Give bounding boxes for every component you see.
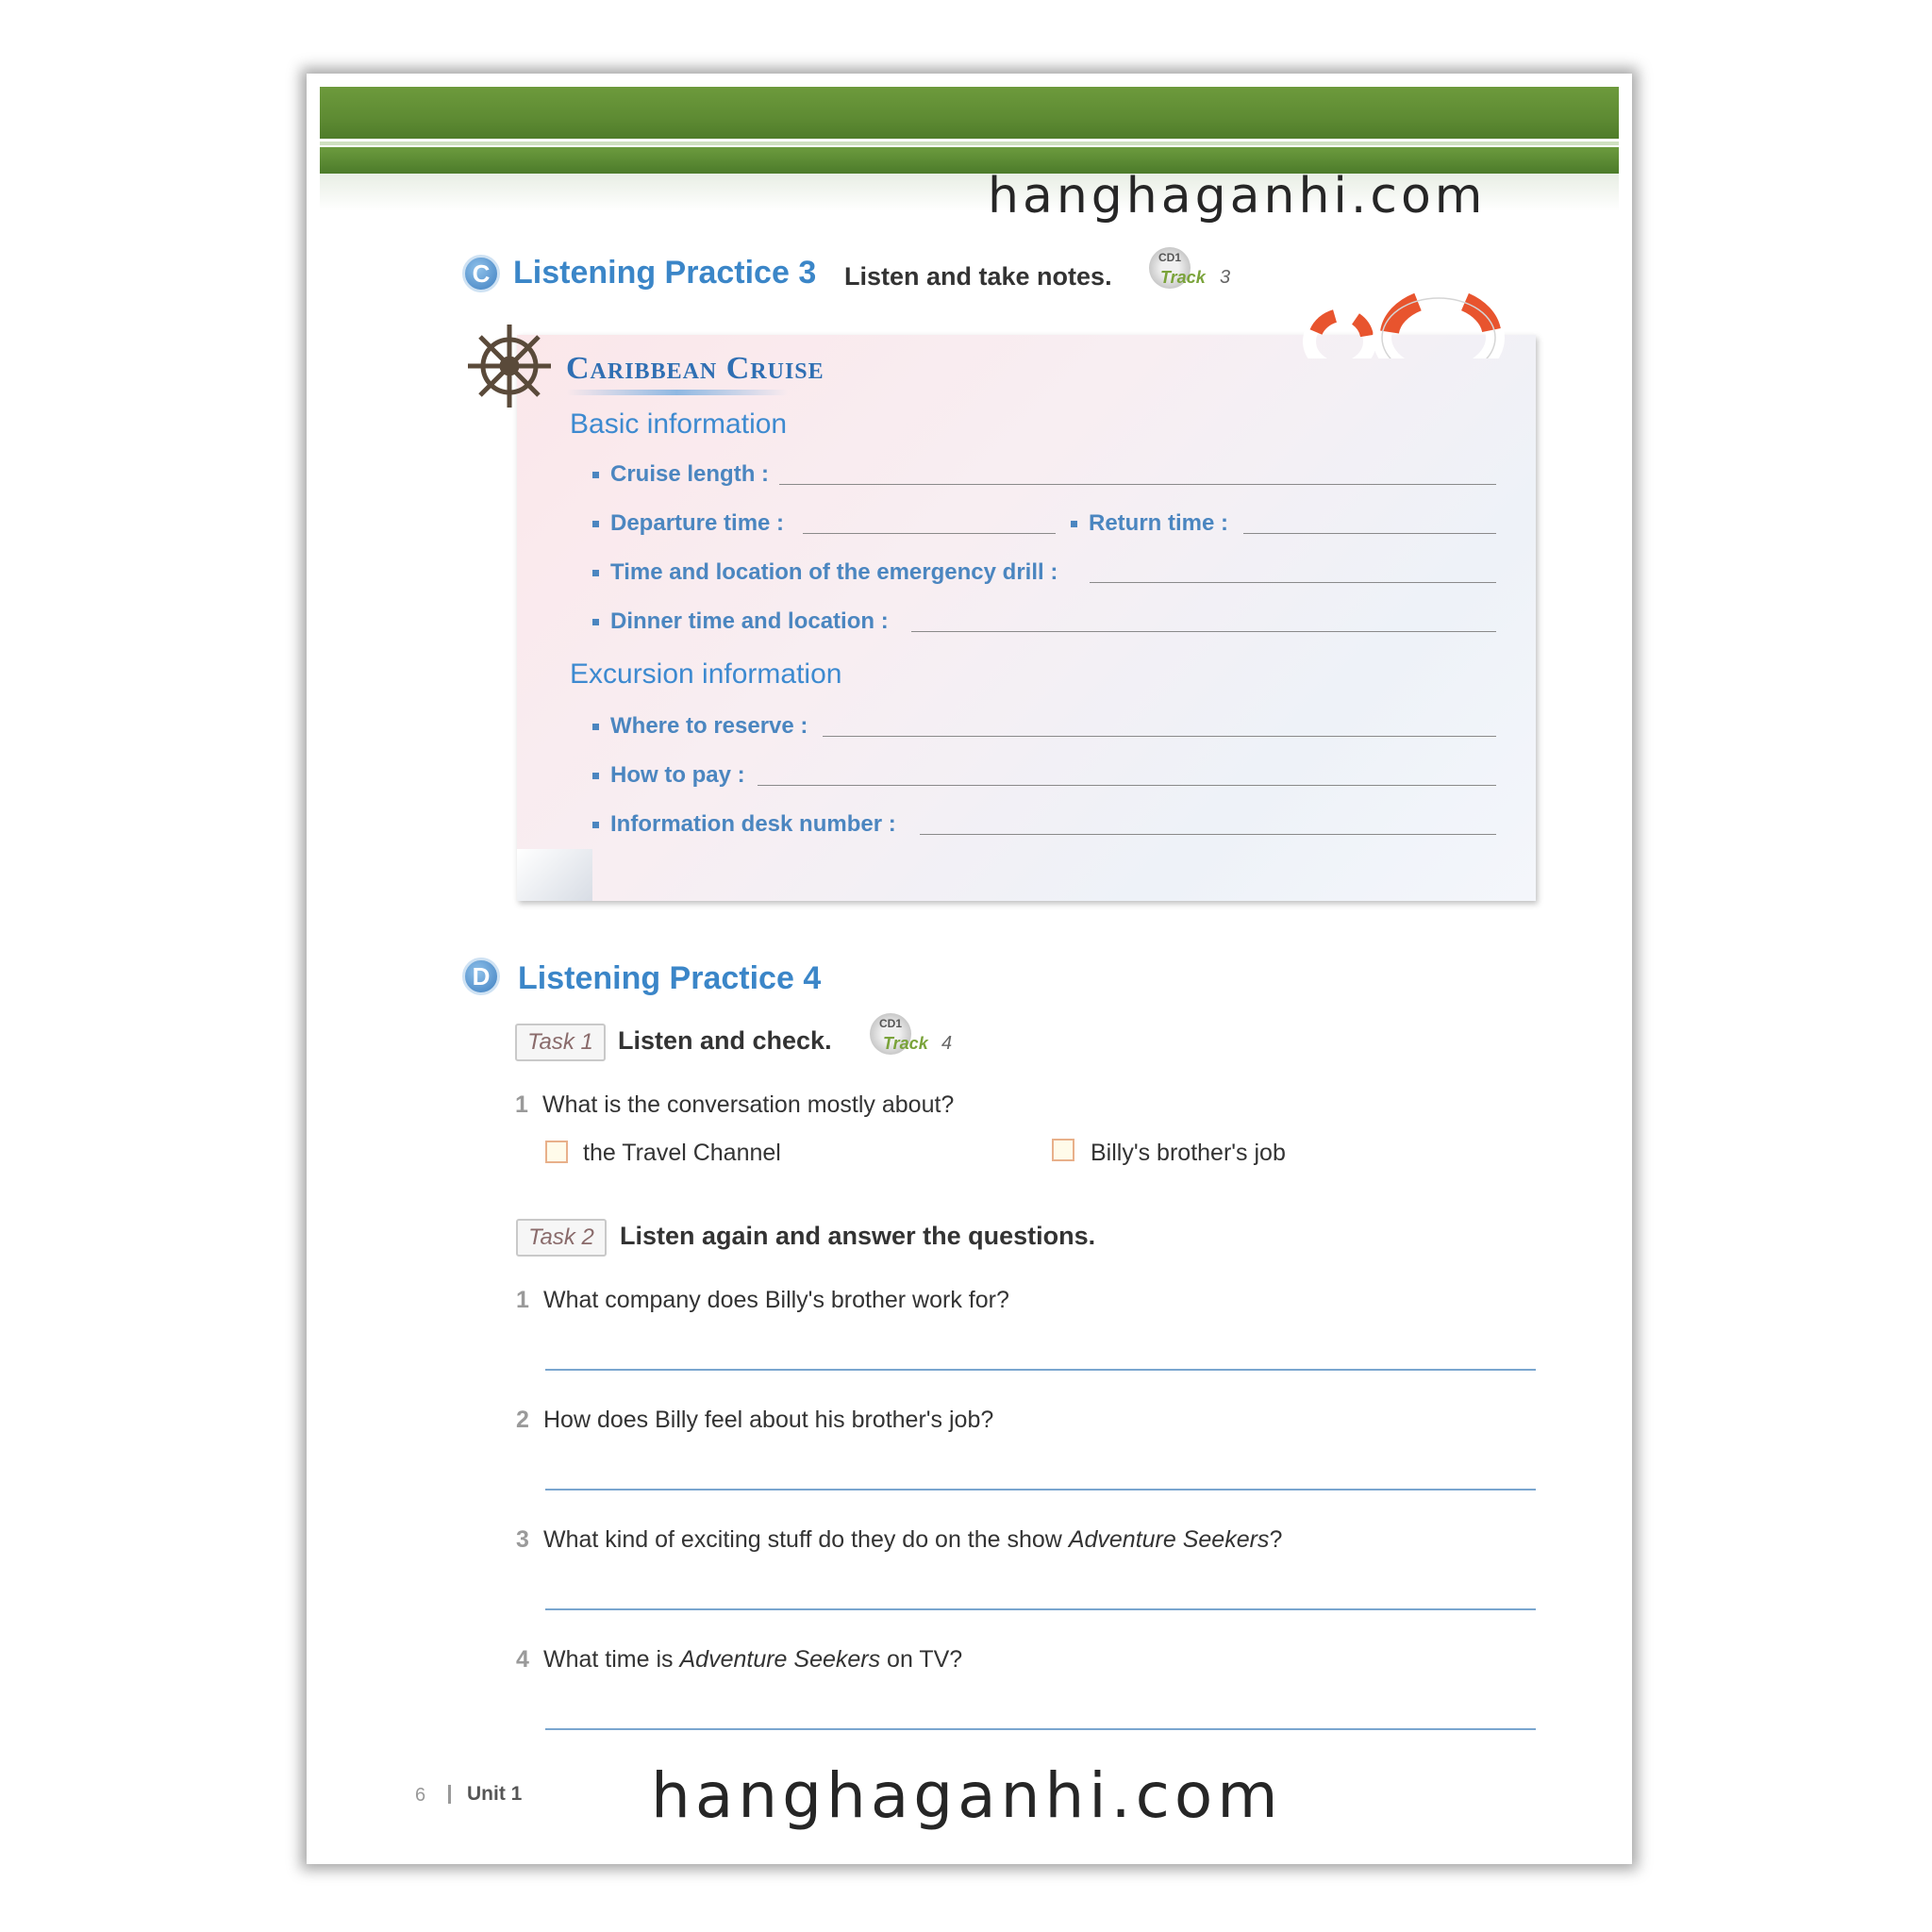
section-c-instruction: Listen and take notes. [844,262,1112,291]
question-text-part: How does Billy feel about his brother's job? [543,1407,994,1433]
field-drill-label [592,559,1058,586]
bullet [592,822,599,828]
field-dinner-label [592,608,889,635]
task2-instruction: Listen again and answer the questions. [620,1222,1096,1250]
departure-time-input[interactable] [803,533,1056,534]
question-text-part: What time is [543,1646,680,1673]
answer-line-4[interactable] [545,1728,1536,1730]
card-title: Caribbean Cruise [566,351,824,386]
answer-line-3[interactable] [545,1608,1536,1610]
bullet [592,570,599,576]
bullet [1071,521,1077,527]
page-number: 6 [415,1785,426,1806]
answer-line-2[interactable] [545,1489,1536,1491]
cd-track-label: Track [883,1034,928,1053]
ship-wheel-icon [464,321,555,411]
field-label-text: Where to reserve : [610,713,808,739]
option-travel-channel: the Travel Channel [583,1140,781,1166]
question-text [543,1287,1009,1314]
task2-tag: Task 2 [516,1219,607,1257]
field-label-text: Time and location of the emergency drill : [610,559,1058,585]
cd-track-label: Track [1160,268,1206,287]
field-desk-label [592,811,896,838]
checkbox-travel-channel[interactable] [545,1141,568,1163]
desk-input[interactable] [920,834,1496,835]
task1-tag: Task 1 [515,1024,606,1061]
excursion-info-heading: Excursion information [570,658,842,690]
bullet [592,773,599,779]
section-c-title: Listening Practice 3 [513,255,817,291]
question-text-part: What kind of exciting stuff do they do on the show [543,1526,1069,1553]
answer-line-1[interactable] [545,1369,1536,1371]
question-number: 2 [516,1407,529,1433]
question-text-part: ? [1269,1526,1283,1553]
question-text [543,1646,962,1674]
section-c-badge: C [462,255,500,292]
option-brothers-job: Billy's brother's job [1091,1140,1286,1166]
watermark-top: hanghaganhi.com [988,168,1487,225]
pay-input[interactable] [758,785,1496,786]
field-departure-time-label [592,510,784,537]
question-text [543,1526,1282,1554]
bullet [592,521,599,527]
basic-info-heading: Basic information [570,408,788,440]
dinner-input[interactable] [911,631,1496,632]
show-title: Adventure Seekers [679,1646,881,1673]
question-text-part: What company does Billy's brother work for? [543,1287,1009,1313]
page-curl-decoration [517,849,592,901]
field-pay-label [592,762,745,789]
checkbox-brothers-job[interactable] [1052,1139,1074,1161]
field-label-text: Dinner time and location : [610,608,889,634]
task1-instruction: Listen and check. [618,1026,832,1055]
bullet [592,472,599,478]
section-d-title: Listening Practice 4 [518,960,822,996]
reserve-input[interactable] [823,736,1496,737]
field-reserve-label [592,713,808,740]
bullet [592,619,599,625]
question-number: 4 [516,1646,529,1673]
bullet [592,724,599,730]
show-title: Adventure Seekers [1068,1526,1270,1553]
cruise-length-input[interactable] [779,484,1496,485]
cd-track-number: 4 [941,1033,953,1054]
return-time-input[interactable] [1243,533,1496,534]
question-number: 3 [516,1526,529,1553]
task1-question-number: 1 [515,1091,528,1118]
question-text-part: on TV? [880,1646,963,1673]
life-buoy-icon [1297,283,1524,358]
footer-divider [448,1785,451,1804]
task1-question: What is the conversation mostly about? [542,1091,955,1118]
watermark-bottom: hanghaganhi.com [651,1759,1283,1832]
question-text [543,1407,993,1434]
unit-label: Unit 1 [467,1783,523,1805]
field-label-text: Departure time : [610,510,785,536]
field-label-text: Cruise length : [610,461,770,487]
cd-icon[interactable]: CD1 [870,1013,911,1055]
drill-input[interactable] [1090,582,1496,583]
cd-icon[interactable]: CD1 [1149,247,1191,289]
header-band-divider [320,142,1619,145]
header-band [320,87,1619,139]
field-label-text: Return time : [1089,510,1229,536]
title-underline [566,390,788,395]
field-label-text: How to pay : [610,762,745,788]
cd-track-number: 3 [1220,267,1231,288]
field-cruise-length-label [592,461,769,488]
section-d-badge: D [462,958,500,995]
field-label-text: Information desk number : [610,811,896,837]
question-number: 1 [516,1287,529,1313]
field-return-time-label [1071,510,1228,537]
